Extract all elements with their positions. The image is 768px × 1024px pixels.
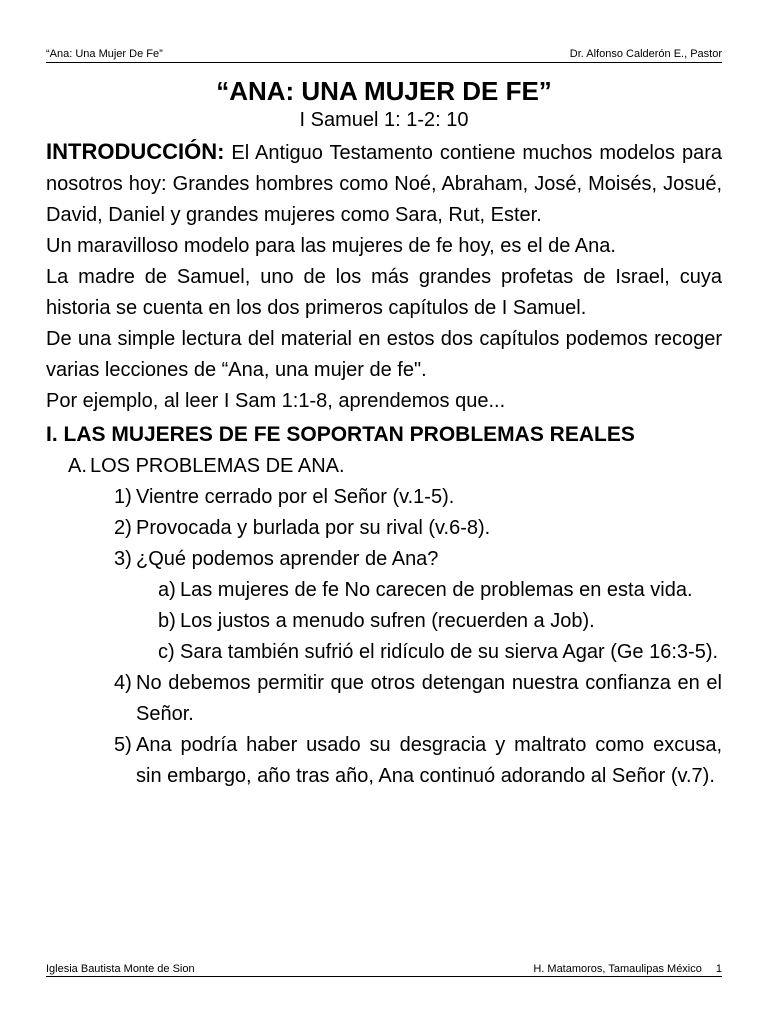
outline-subitem-b xyxy=(46,606,722,637)
document-title: “ANA: UNA MUJER DE FE” xyxy=(216,76,552,106)
document-subtitle: I Samuel 1: 1-2: 10 xyxy=(299,109,469,131)
outline-item-2 xyxy=(46,513,722,544)
outline-item-a xyxy=(46,451,722,482)
page-footer xyxy=(46,963,722,977)
document-body xyxy=(46,76,722,792)
outline-text: No debemos permitir que otros detengan nuestra confianza en el Señor. xyxy=(136,672,722,725)
outline-item-3 xyxy=(46,544,722,575)
outline-text: Las mujeres de fe No carecen de problemas en esta vida. xyxy=(180,579,693,601)
paragraph: La madre de Samuel, uno de los más grandes profetas de Israel, cuya historia se cuenta en los dos primeros capítulos de I Samuel. xyxy=(46,266,722,319)
outline-text: LOS PROBLEMAS DE ANA. xyxy=(90,455,345,477)
footer-left: Iglesia Bautista Monte de Sion xyxy=(46,963,195,975)
header-left: “Ana: Una Mujer De Fe” xyxy=(46,48,163,60)
outline-number: 2) xyxy=(114,517,132,539)
page-header xyxy=(46,48,722,63)
outline-number: a) xyxy=(158,579,176,601)
outline-number: 1) xyxy=(114,486,132,508)
outline-number: 5) xyxy=(114,734,132,756)
intro-label: INTRODUCCIÓN: xyxy=(46,139,225,164)
footer-location: H. Matamoros, Tamaulipas México xyxy=(533,963,702,975)
outline-text: Los justos a menudo sufren (recuerden a Job). xyxy=(180,610,595,632)
paragraph: Por ejemplo, al leer I Sam 1:1-8, aprendemos que... xyxy=(46,390,506,412)
section-heading: I. LAS MUJERES DE FE SOPORTAN PROBLEMAS REALES xyxy=(46,423,635,446)
outline-number: A. xyxy=(68,455,87,477)
outline-text: Ana podría haber usado su desgracia y maltrato como excusa, sin embargo, año tras año, Ana continuó adorando al Señor (v.7). xyxy=(136,734,722,787)
footer-right-group xyxy=(533,963,722,975)
intro-text: El Antiguo Testamento contiene muchos modelos para nosotros hoy: Grandes hombres como Noé, Abraham, José, Moisés, Josué, David, Daniel y grandes mujeres como Sara, Rut, Ester. xyxy=(46,142,722,226)
outline-number: 3) xyxy=(114,548,132,570)
outline-text: ¿Qué podemos aprender de Ana? xyxy=(136,548,439,570)
outline-number: b) xyxy=(158,610,176,632)
outline-item-1 xyxy=(46,482,722,513)
header-right: Dr. Alfonso Calderón E., Pastor xyxy=(569,48,722,60)
outline-item-4 xyxy=(46,668,722,730)
outline-subitem-c xyxy=(46,637,722,668)
outline-subitem-a xyxy=(46,575,722,606)
page-number: 1 xyxy=(715,963,722,975)
outline-text: Sara también sufrió el ridículo de su sierva Agar (Ge 16:3-5). xyxy=(180,641,719,663)
outline-text: Provocada y burlada por su rival (v.6-8). xyxy=(136,517,491,539)
intro-paragraph xyxy=(46,136,722,231)
paragraph: Un maravilloso modelo para las mujeres de fe hoy, es el de Ana. xyxy=(46,235,616,257)
outline-item-5 xyxy=(46,730,722,792)
outline-number: 4) xyxy=(114,672,132,694)
outline-number: c) xyxy=(158,641,175,663)
outline-text: Vientre cerrado por el Señor (v.1-5). xyxy=(136,486,455,508)
paragraph: De una simple lectura del material en estos dos capítulos podemos recoger varias lecciones de “Ana, una mujer de fe". xyxy=(46,328,722,381)
